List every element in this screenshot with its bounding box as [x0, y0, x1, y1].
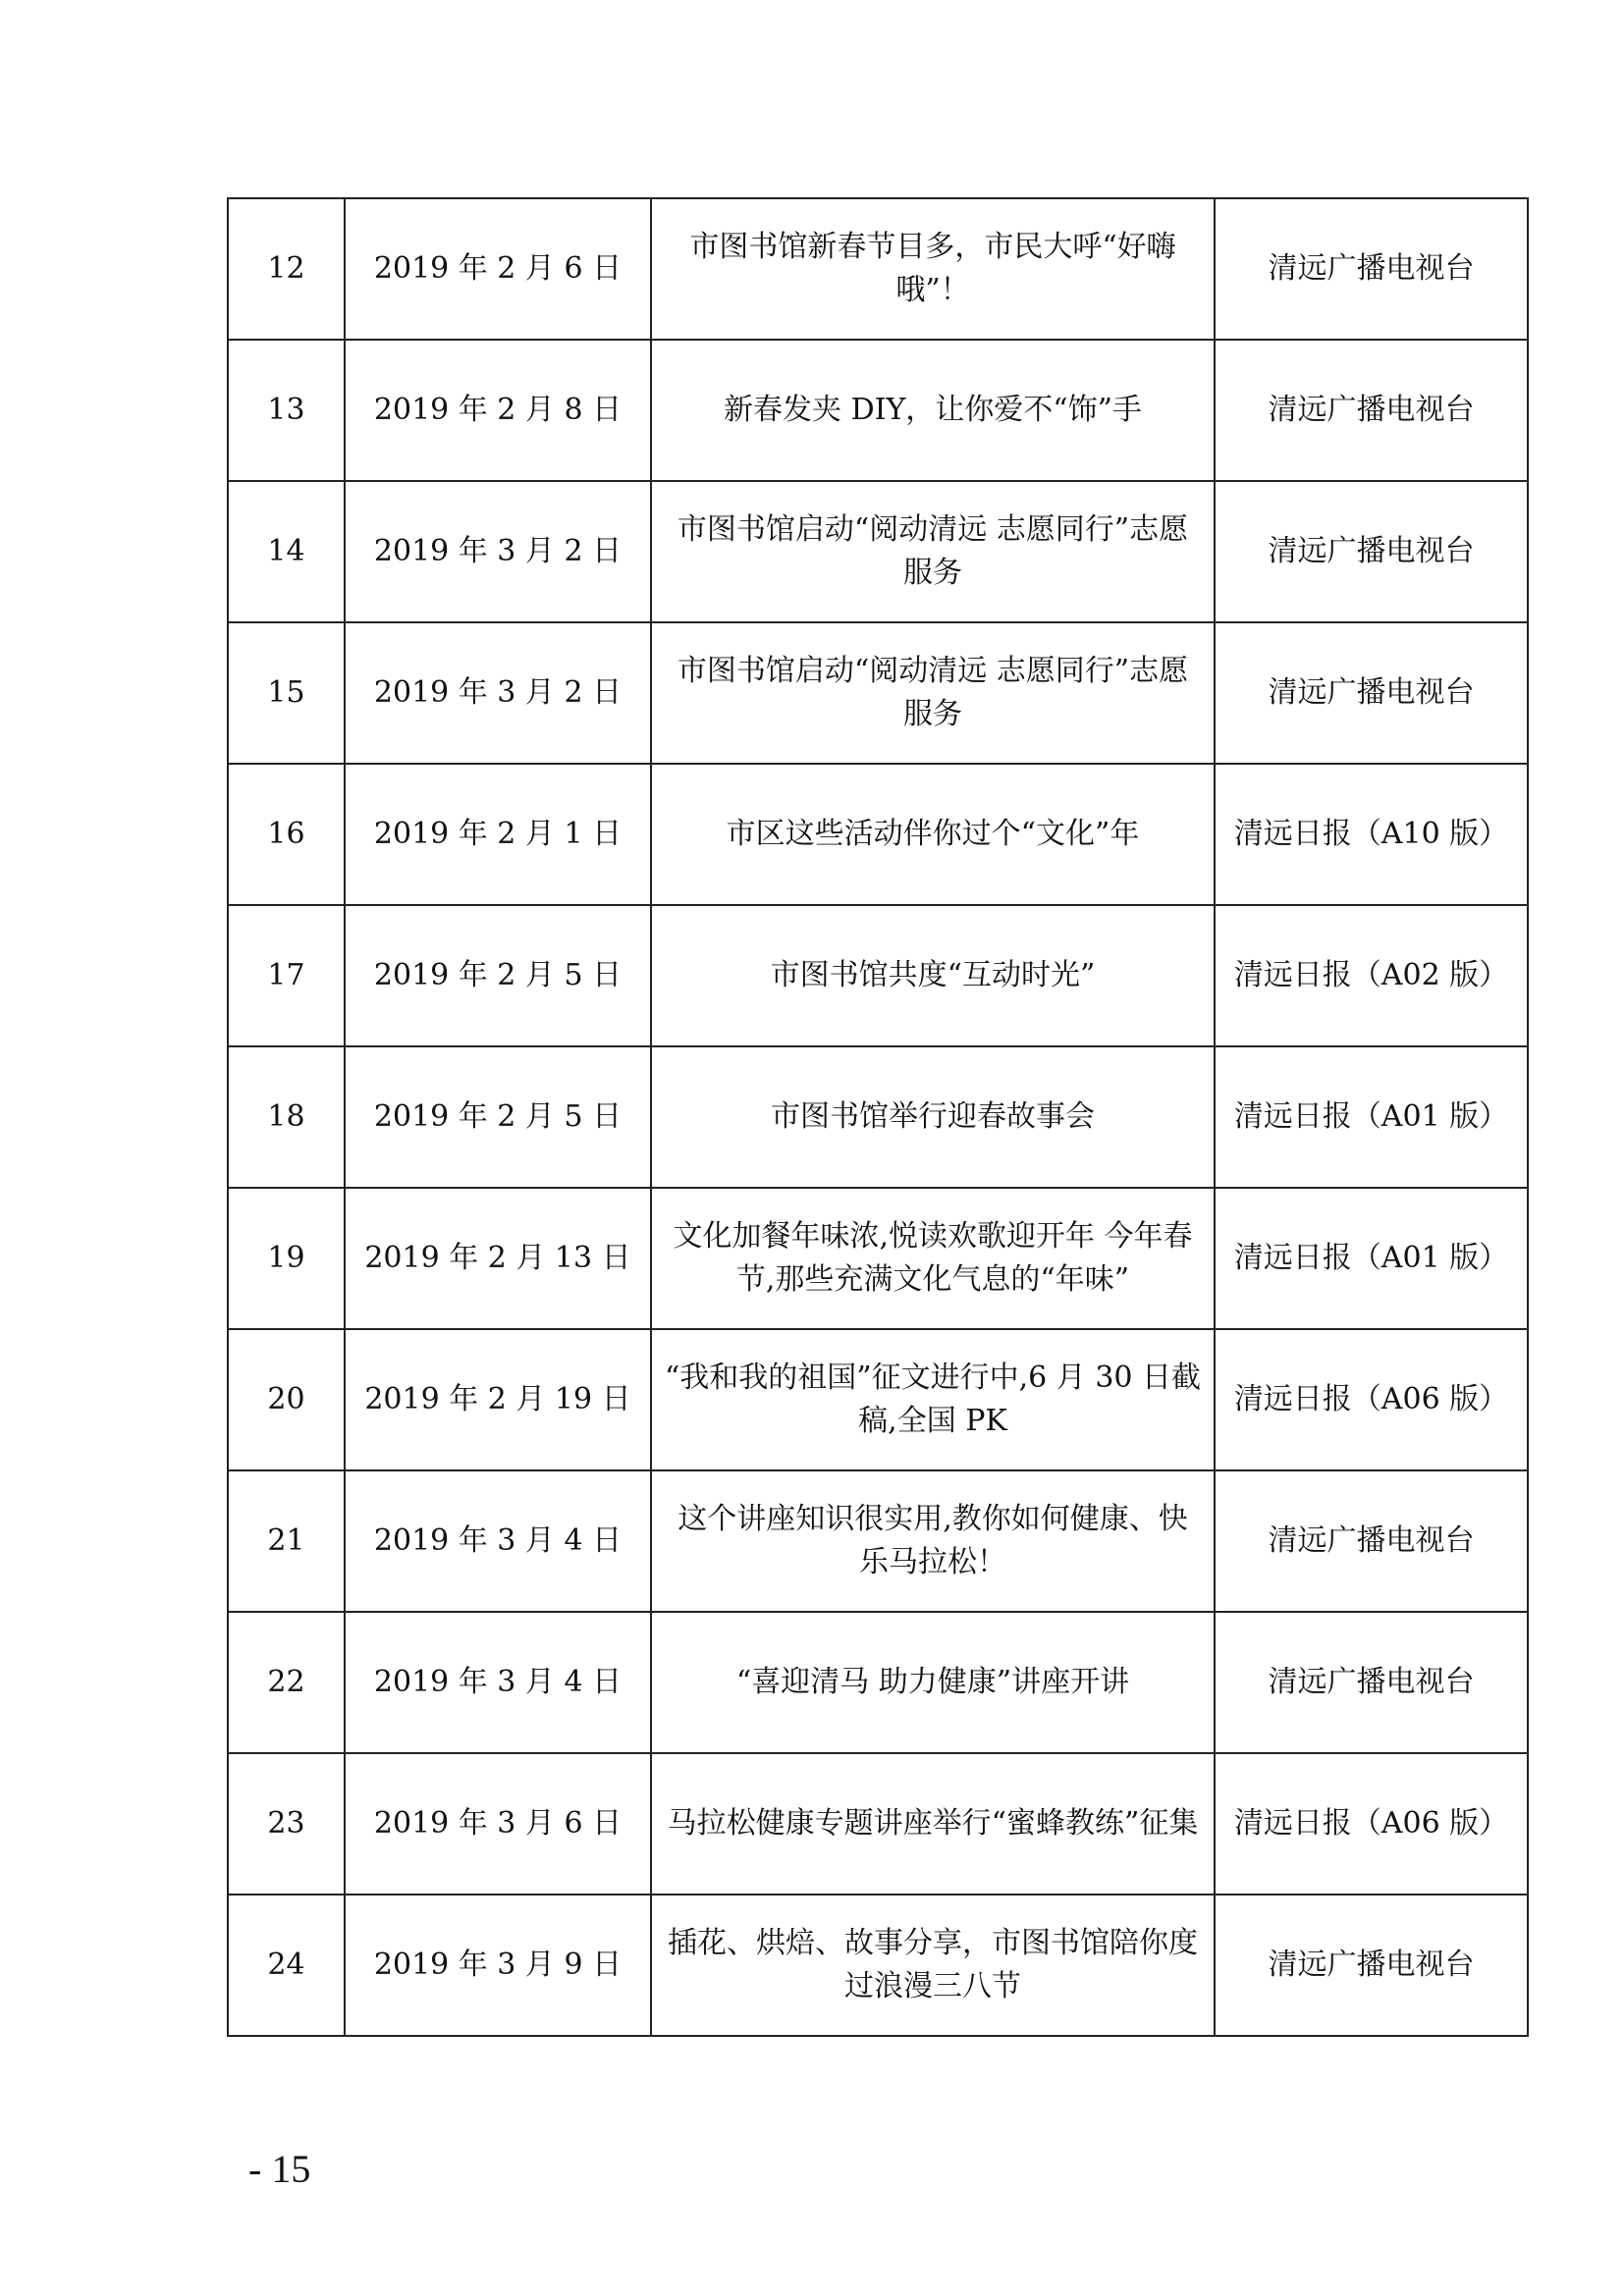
article-title-text: 市图书馆启动“阅动清远 志愿同行”志愿服务 [677, 512, 1189, 590]
publish-date [345, 1612, 651, 1753]
article-title [651, 622, 1215, 764]
article-title [651, 340, 1215, 481]
media-source-text: 清远广播电视台 [1268, 534, 1475, 568]
row-number [228, 764, 345, 905]
publish-date-text: 2019 年 3 月 2 日 [373, 534, 623, 568]
row-number-text: 22 [267, 1665, 305, 1699]
article-title [651, 1470, 1215, 1612]
media-source [1215, 764, 1528, 905]
media-source-text: 清远日报（A06 版） [1233, 1806, 1509, 1841]
row-number-text: 17 [267, 958, 305, 992]
publish-date [345, 905, 651, 1046]
table-row [228, 1753, 1528, 1895]
table-row [228, 1188, 1528, 1329]
media-source-text: 清远广播电视台 [1268, 251, 1475, 286]
table-row [228, 198, 1528, 340]
publish-date-text: 2019 年 3 月 9 日 [373, 1948, 623, 1982]
table-row [228, 1895, 1528, 2036]
article-title [651, 1753, 1215, 1895]
article-title [651, 1188, 1215, 1329]
row-number-text: 14 [267, 534, 305, 568]
publish-date-text: 2019 年 3 月 2 日 [373, 675, 623, 710]
media-source-text: 清远日报（A10 版） [1233, 817, 1509, 851]
article-title-text: 马拉松健康专题讲座举行“蜜蜂教练”征集 [667, 1806, 1199, 1841]
media-source [1215, 622, 1528, 764]
publish-date [345, 198, 651, 340]
media-source [1215, 1329, 1528, 1470]
table-row [228, 1612, 1528, 1753]
article-title-text: 文化加餐年味浓,悦读欢歌迎开年 今年春节,那些充满文化气息的“年味” [673, 1219, 1193, 1297]
media-source [1215, 481, 1528, 622]
article-title [651, 1329, 1215, 1470]
media-source [1215, 1046, 1528, 1188]
media-source-text: 清远广播电视台 [1268, 1948, 1475, 1982]
media-source [1215, 1470, 1528, 1612]
media-source-text: 清远日报（A01 版） [1233, 1099, 1509, 1134]
publish-date-text: 2019 年 3 月 4 日 [373, 1523, 623, 1558]
media-source [1215, 198, 1528, 340]
article-title-text: 这个讲座知识很实用,教你如何健康、快乐马拉松！ [677, 1502, 1188, 1579]
row-number-text: 20 [267, 1382, 305, 1416]
row-number-text: 21 [267, 1523, 305, 1558]
table-row [228, 481, 1528, 622]
media-source-text: 清远日报（A06 版） [1233, 1382, 1509, 1416]
article-title [651, 1612, 1215, 1753]
article-title [651, 1895, 1215, 2036]
article-title [651, 1046, 1215, 1188]
publish-date [345, 1753, 651, 1895]
table-row [228, 764, 1528, 905]
media-source [1215, 905, 1528, 1046]
publish-date [345, 1470, 651, 1612]
article-title [651, 764, 1215, 905]
row-number [228, 1188, 345, 1329]
row-number [228, 905, 345, 1046]
article-title-text: 市图书馆举行迎春故事会 [771, 1099, 1095, 1134]
publish-date [345, 1188, 651, 1329]
article-title-text: “喜迎清马 助力健康”讲座开讲 [735, 1665, 1130, 1699]
row-number [228, 1612, 345, 1753]
table-row [228, 340, 1528, 481]
media-source [1215, 1895, 1528, 2036]
row-number-text: 19 [267, 1241, 305, 1275]
article-title-text: 插花、烘焙、故事分享，市图书馆陪你度过浪漫三八节 [668, 1926, 1198, 2003]
publish-date [345, 481, 651, 622]
publish-date-text: 2019 年 3 月 4 日 [373, 1665, 623, 1699]
media-source [1215, 1188, 1528, 1329]
table-row [228, 1046, 1528, 1188]
publish-date-text: 2019 年 2 月 1 日 [373, 817, 623, 851]
publish-date [345, 340, 651, 481]
article-title [651, 481, 1215, 622]
row-number-text: 24 [267, 1948, 305, 1982]
row-number [228, 1329, 345, 1470]
article-title-text: 市图书馆启动“阅动清远 志愿同行”志愿服务 [677, 654, 1189, 731]
row-number [228, 340, 345, 481]
publish-date [345, 1329, 651, 1470]
media-source-text: 清远广播电视台 [1268, 675, 1475, 710]
publish-date [345, 1895, 651, 2036]
row-number [228, 1470, 345, 1612]
page-number: - 15 [248, 2147, 311, 2191]
publish-date-text: 2019 年 2 月 13 日 [364, 1241, 631, 1275]
media-source [1215, 340, 1528, 481]
publish-date-text: 2019 年 2 月 5 日 [373, 958, 623, 992]
article-title-text: “我和我的祖国”征文进行中,6 月 30 日截稿,全国 PK [664, 1361, 1202, 1438]
publish-date [345, 1046, 651, 1188]
row-number-text: 12 [267, 251, 305, 286]
publish-date-text: 2019 年 3 月 6 日 [373, 1806, 623, 1841]
publish-date-text: 2019 年 2 月 8 日 [373, 393, 623, 427]
row-number-text: 13 [267, 393, 305, 427]
publish-date [345, 622, 651, 764]
table-row [228, 905, 1528, 1046]
table-row [228, 622, 1528, 764]
media-coverage-table [227, 197, 1529, 2037]
row-number-text: 16 [267, 817, 305, 851]
media-source [1215, 1612, 1528, 1753]
table-row [228, 1470, 1528, 1612]
media-source-text: 清远广播电视台 [1268, 1665, 1475, 1699]
row-number-text: 15 [267, 675, 305, 710]
article-title [651, 198, 1215, 340]
article-title [651, 905, 1215, 1046]
article-title-text: 新春发夹 DIY，让你爱不“饰”手 [724, 393, 1142, 427]
publish-date [345, 764, 651, 905]
media-source-text: 清远广播电视台 [1268, 393, 1475, 427]
publish-date-text: 2019 年 2 月 6 日 [373, 251, 623, 286]
row-number [228, 1753, 345, 1895]
media-source-text: 清远日报（A02 版） [1233, 958, 1509, 992]
media-source-text: 清远广播电视台 [1268, 1523, 1475, 1558]
row-number-text: 18 [267, 1099, 305, 1134]
row-number [228, 622, 345, 764]
article-title-text: 市图书馆新春节目多，市民大呼“好嗨哦”！ [689, 230, 1176, 307]
table-row [228, 1329, 1528, 1470]
article-title-text: 市图书馆共度“互动时光” [770, 958, 1096, 992]
row-number [228, 198, 345, 340]
media-source-text: 清远日报（A01 版） [1233, 1241, 1509, 1275]
publish-date-text: 2019 年 2 月 5 日 [373, 1099, 623, 1134]
row-number-text: 23 [267, 1806, 305, 1841]
row-number [228, 1895, 345, 2036]
row-number [228, 1046, 345, 1188]
row-number [228, 481, 345, 622]
media-source [1215, 1753, 1528, 1895]
article-title-text: 市区这些活动伴你过个“文化”年 [726, 817, 1140, 851]
publish-date-text: 2019 年 2 月 19 日 [364, 1382, 631, 1416]
